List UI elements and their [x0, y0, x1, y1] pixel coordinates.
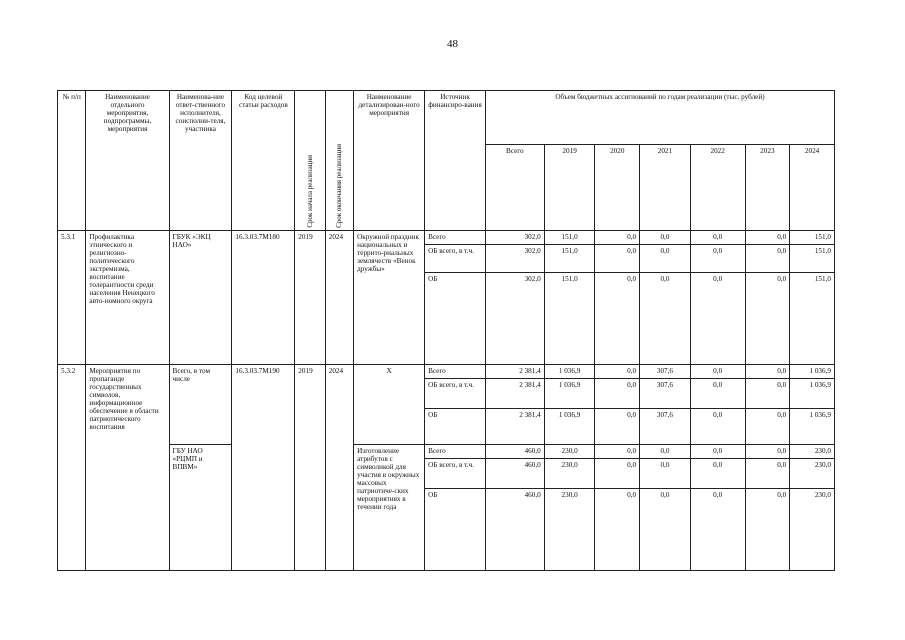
value-cell: 307,6 — [640, 365, 691, 379]
header-budget: Объем бюджетных ассигнований по годам реализации (тыс. рублей) — [485, 91, 834, 145]
source-cell: Всего — [425, 231, 486, 245]
row-name: Мероприятия по пропаганде государственных символов, информационное обеспечение в области патриотического воспитания — [86, 365, 169, 571]
value-cell: 0,0 — [745, 365, 790, 379]
value-cell: 0,0 — [690, 273, 745, 365]
header-executor: Наименова-ние ответ-ственного исполнителя, соисполни-теля, участника — [169, 91, 232, 231]
value-cell: 0,0 — [690, 459, 745, 489]
row-start: 2019 — [295, 231, 325, 365]
value-cell: 0,0 — [640, 273, 691, 365]
value-cell: 230,0 — [544, 489, 595, 571]
value-cell: 0,0 — [745, 459, 790, 489]
header-year-2022: 2022 — [690, 145, 745, 231]
value-cell: 0,0 — [595, 445, 640, 459]
row-num: 5.3.2 — [58, 365, 86, 571]
value-cell: 0,0 — [595, 245, 640, 273]
header-end-text: Срок окончания реализации — [335, 144, 344, 228]
row-executor: Всего, в том числе — [169, 365, 232, 445]
value-cell: 0,0 — [690, 245, 745, 273]
header-year-2024: 2024 — [790, 145, 835, 231]
value-cell: 0,0 — [745, 245, 790, 273]
source-cell: ОБ — [425, 273, 486, 365]
row-start: 2019 — [295, 365, 325, 571]
source-cell: ОБ всего, в т.ч. — [425, 379, 486, 409]
row-code: 16.3.03.7М180 — [232, 231, 295, 365]
value-cell: 0,0 — [745, 445, 790, 459]
header-start-text: Срок начала реализации — [306, 155, 314, 228]
value-cell: 1 036,9 — [544, 365, 595, 379]
table-row — [58, 231, 835, 245]
value-cell: 302,0 — [485, 245, 544, 273]
budget-table — [57, 90, 835, 571]
value-cell: 0,0 — [690, 445, 745, 459]
value-cell: 0,0 — [595, 459, 640, 489]
row-num: 5.3.1 — [58, 231, 86, 365]
value-cell: 0,0 — [745, 409, 790, 445]
source-cell: ОБ всего, в т.ч. — [425, 245, 486, 273]
header-name: Наименование отдельного мероприятия, подпрограммы, мероприятия — [86, 91, 169, 231]
value-cell: 0,0 — [745, 489, 790, 571]
value-cell: 1 036,9 — [790, 409, 835, 445]
value-cell: 307,6 — [640, 409, 691, 445]
value-cell: 230,0 — [544, 459, 595, 489]
value-cell: 230,0 — [790, 445, 835, 459]
value-cell: 2 381,4 — [485, 365, 544, 379]
value-cell: 460,0 — [485, 489, 544, 571]
value-cell: 302,0 — [485, 273, 544, 365]
value-cell: 2 381,4 — [485, 409, 544, 445]
value-cell: 151,0 — [790, 231, 835, 245]
row-detail: Окружной праздник национальных и террито-риальных землячеств «Венок дружбы» — [354, 231, 425, 365]
value-cell: 1 036,9 — [544, 379, 595, 409]
value-cell: 0,0 — [690, 365, 745, 379]
value-cell: 230,0 — [544, 445, 595, 459]
value-cell: 0,0 — [640, 245, 691, 273]
header-start — [295, 91, 325, 231]
value-cell: 460,0 — [485, 459, 544, 489]
source-cell: ОБ — [425, 409, 486, 445]
row-end: 2024 — [325, 231, 353, 365]
row-detail: Изготовление атрибутов с символикой для участия в окружных массовых патриотиче-ских мероприятиях в течении года — [354, 445, 425, 571]
value-cell: 0,0 — [640, 445, 691, 459]
value-cell: 1 036,9 — [790, 379, 835, 409]
value-cell: 307,6 — [640, 379, 691, 409]
row-code: 16.3.03.7М190 — [232, 365, 295, 571]
value-cell: 151,0 — [544, 231, 595, 245]
row-name: Профилактика этнического и религиозно-политического экстремизма, воспитание толерантности среди населения Ненецкого авто-номного округа — [86, 231, 169, 365]
page-number: 48 — [447, 38, 458, 50]
value-cell: 0,0 — [595, 273, 640, 365]
value-cell: 0,0 — [595, 379, 640, 409]
row-executor: ГБУК «ЭКЦ НАО» — [169, 231, 232, 365]
header-year-2020: 2020 — [595, 145, 640, 231]
header-end — [325, 91, 353, 231]
value-cell: 0,0 — [745, 379, 790, 409]
header-year-2021: 2021 — [640, 145, 691, 231]
value-cell: 151,0 — [544, 245, 595, 273]
value-cell: 0,0 — [640, 459, 691, 489]
value-cell: 151,0 — [790, 245, 835, 273]
value-cell: 1 036,9 — [790, 365, 835, 379]
value-cell: 0,0 — [745, 231, 790, 245]
value-cell: 0,0 — [690, 409, 745, 445]
value-cell: 1 036,9 — [544, 409, 595, 445]
row-detail: Х — [354, 365, 425, 445]
source-cell: ОБ всего, в т.ч. — [425, 459, 486, 489]
value-cell: 151,0 — [790, 273, 835, 365]
source-cell: Всего — [425, 365, 486, 379]
header-year-2019: 2019 — [544, 145, 595, 231]
value-cell: 0,0 — [640, 231, 691, 245]
value-cell: 0,0 — [640, 489, 691, 571]
value-cell: 2 381,4 — [485, 379, 544, 409]
table-row — [58, 365, 835, 379]
header-num: № п/п — [58, 91, 86, 231]
value-cell: 0,0 — [595, 489, 640, 571]
value-cell: 151,0 — [544, 273, 595, 365]
header-source: Источник финансиро-вания — [425, 91, 486, 231]
value-cell: 230,0 — [790, 459, 835, 489]
header-code: Код целевой статьи расходов — [232, 91, 295, 231]
header-year-2023: 2023 — [745, 145, 790, 231]
value-cell: 230,0 — [790, 489, 835, 571]
header-year-total: Всего — [485, 145, 544, 231]
table-row — [58, 445, 835, 459]
value-cell: 0,0 — [690, 379, 745, 409]
source-cell: Всего — [425, 445, 486, 459]
value-cell: 0,0 — [690, 231, 745, 245]
row-executor: ГБУ НАО «РЦМП и ВПВМ» — [169, 445, 232, 571]
value-cell: 0,0 — [595, 231, 640, 245]
value-cell: 0,0 — [745, 273, 790, 365]
value-cell: 302,0 — [485, 231, 544, 245]
header-detail: Наименование детализирован-ного мероприятия — [354, 91, 425, 231]
row-end: 2024 — [325, 365, 353, 571]
value-cell: 0,0 — [690, 489, 745, 571]
value-cell: 0,0 — [595, 365, 640, 379]
value-cell: 460,0 — [485, 445, 544, 459]
value-cell: 0,0 — [595, 409, 640, 445]
source-cell: ОБ — [425, 489, 486, 571]
header-row — [58, 91, 835, 145]
